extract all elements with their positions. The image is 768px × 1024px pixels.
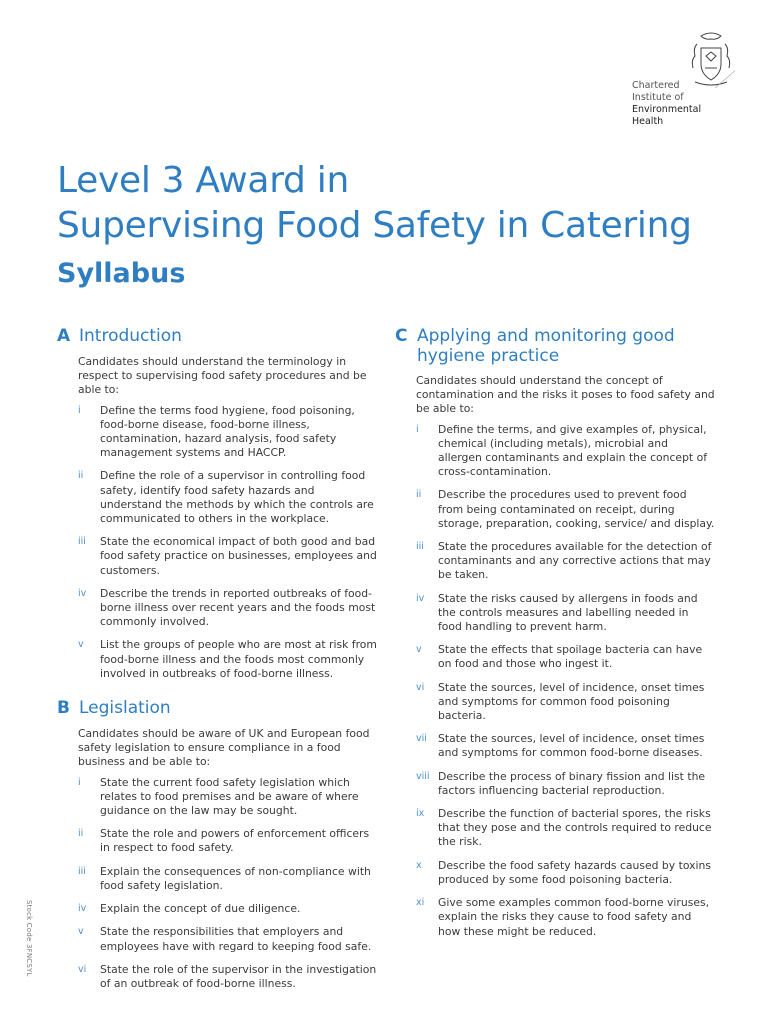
item-text: Describe the procedures used to prevent food from being contaminated on receipt, during storage, preparation, cooking, service/ and display. [438, 488, 715, 530]
objective-list [57, 776, 377, 991]
org-line: Institute of [632, 92, 684, 103]
section-title: Legislation [79, 698, 171, 719]
item-text: State the risks caused by allergens in foods and the controls measures and labelling needed in food handling to prevent harm. [438, 591, 698, 634]
item-number: iv [416, 592, 425, 604]
item-number: ii [78, 828, 84, 840]
item-text: Describe the process of binary fission and list the factors influencing bacterial reproduction. [438, 769, 706, 797]
list-item [416, 423, 715, 480]
item-number: iii [416, 541, 424, 553]
list-item [78, 469, 377, 526]
list-item [416, 896, 715, 939]
item-number: v [416, 644, 422, 656]
list-item [416, 681, 715, 724]
left-column [57, 325, 377, 1007]
org-line: Health [632, 116, 664, 127]
list-item [78, 963, 377, 991]
item-number: iv [78, 587, 87, 599]
item-text: State the sources, level of incidence, onset times and symptoms for common food poisoning bacteria. [438, 680, 705, 723]
section-letter: C [395, 326, 408, 346]
page-subtitle: Syllabus [57, 258, 186, 289]
item-number: vi [416, 681, 425, 693]
item-text: Define the terms, and give examples of, physical, chemical (including metals), microbial and allergen contaminants and explain the concept of cross-contamination. [438, 422, 707, 479]
section-letter: B [57, 698, 70, 719]
list-item [78, 535, 377, 578]
item-text: State the sources, level of incidence, onset times and symptoms for common food-borne diseases. [438, 732, 705, 760]
item-number: iii [78, 865, 86, 877]
list-item [78, 404, 377, 461]
organisation-name [632, 80, 701, 128]
section-legislation [57, 697, 377, 991]
item-text: Describe the food safety hazards caused by toxins produced by some food poisoning bacteria. [438, 858, 711, 886]
objective-list [395, 423, 715, 939]
list-item [416, 643, 715, 671]
section-intro: Candidates should be aware of UK and European food safety legislation to ensure compliance in a food business and be able to: [78, 727, 370, 769]
item-text: List the groups of people who are most at risk from food-borne illness and the foods most commonly involved in outbreaks of food-borne illness. [100, 638, 377, 680]
list-item [416, 859, 715, 887]
item-text: Describe the function of bacterial spores, the risks that they pose and the controls required to reduce the risk. [438, 807, 712, 849]
org-line: Chartered [632, 80, 680, 91]
cieh-logo [632, 30, 722, 130]
item-text: Define the role of a supervisor in controlling food safety, identify food safety hazards and understand the methods by which the controls are communicated to others in the workplace. [100, 469, 374, 526]
list-item [416, 592, 715, 635]
title-line: Supervising Food Safety in Catering [57, 205, 692, 246]
section-letter: A [57, 326, 71, 346]
right-column [395, 325, 715, 955]
list-item [416, 807, 715, 850]
item-text: Explain the concept of due diligence. [100, 902, 301, 916]
item-number: i [78, 404, 81, 416]
section-heading [57, 325, 377, 347]
item-text: Give some examples common food-borne viruses, explain the risks they cause to food safety and how these might be reduced. [438, 896, 710, 938]
objective-list [57, 404, 377, 681]
item-text: Describe the trends in reported outbreaks of food-borne illness over recent years and the foods most commonly involved. [100, 586, 376, 629]
section-title: Introduction [79, 326, 182, 346]
item-number: v [78, 926, 84, 938]
list-item [78, 865, 377, 893]
item-number: vii [416, 733, 427, 745]
title-line: Level 3 Award in [57, 160, 349, 201]
item-number: ii [78, 470, 84, 482]
item-text: State the role of the supervisor in the investigation of an outbreak of food-borne illness. [100, 962, 377, 990]
org-line: Environmental [632, 104, 702, 115]
section-heading [395, 325, 715, 366]
item-text: State the role and powers of enforcement officers in respect to food safety. [100, 827, 370, 855]
list-item [78, 827, 377, 855]
item-number: v [78, 639, 84, 651]
item-number: xi [416, 897, 425, 909]
section-introduction [57, 325, 377, 681]
item-number: x [416, 859, 422, 871]
list-item [416, 770, 715, 798]
list-item [416, 732, 715, 760]
item-number: iv [78, 903, 87, 915]
item-text: State the procedures available for the detection of contaminants and any corrective actions that may be taken. [438, 540, 712, 582]
section-hygiene-practice [395, 325, 715, 939]
section-title: Applying and monitoring good hygiene practice [417, 326, 675, 366]
item-number: viii [416, 770, 430, 782]
list-item [416, 540, 715, 583]
item-text: State the economical impact of both good and bad food safety practice on businesses, employees and customers. [100, 535, 377, 577]
list-item [78, 902, 377, 916]
item-number: ii [416, 489, 422, 501]
section-heading [57, 697, 377, 719]
page-title [57, 158, 692, 248]
section-intro: Candidates should understand the terminology in respect to supervising food safety procedures and be able to: [78, 355, 367, 397]
item-number: i [78, 776, 81, 788]
list-item [78, 638, 377, 681]
stock-code: Stock Code 3FNCSYL [25, 900, 33, 977]
item-number: i [416, 423, 419, 435]
item-text: Define the terms food hygiene, food poisoning, food-borne disease, food-borne illness, contamination, hazard analysis, food safety management systems and HACCP. [100, 403, 355, 460]
item-number: vi [78, 963, 87, 975]
item-text: State the effects that spoilage bacteria can have on food and those who ingest it. [438, 643, 703, 671]
list-item [416, 488, 715, 531]
item-text: State the current food safety legislation which relates to food premises and be aware of where guidance on the law may be sought. [100, 775, 359, 818]
list-item [78, 587, 377, 630]
list-item [78, 925, 377, 953]
item-number: ix [416, 808, 425, 820]
item-text: Explain the consequences of non-compliance with food safety legislation. [100, 864, 371, 892]
list-item [78, 776, 377, 819]
item-number: iii [78, 536, 86, 548]
item-text: State the responsibilities that employers and employees have with regard to keeping food safe. [100, 925, 372, 953]
section-intro: Candidates should understand the concept of contamination and the risks it poses to food safety and be able to: [416, 374, 715, 416]
